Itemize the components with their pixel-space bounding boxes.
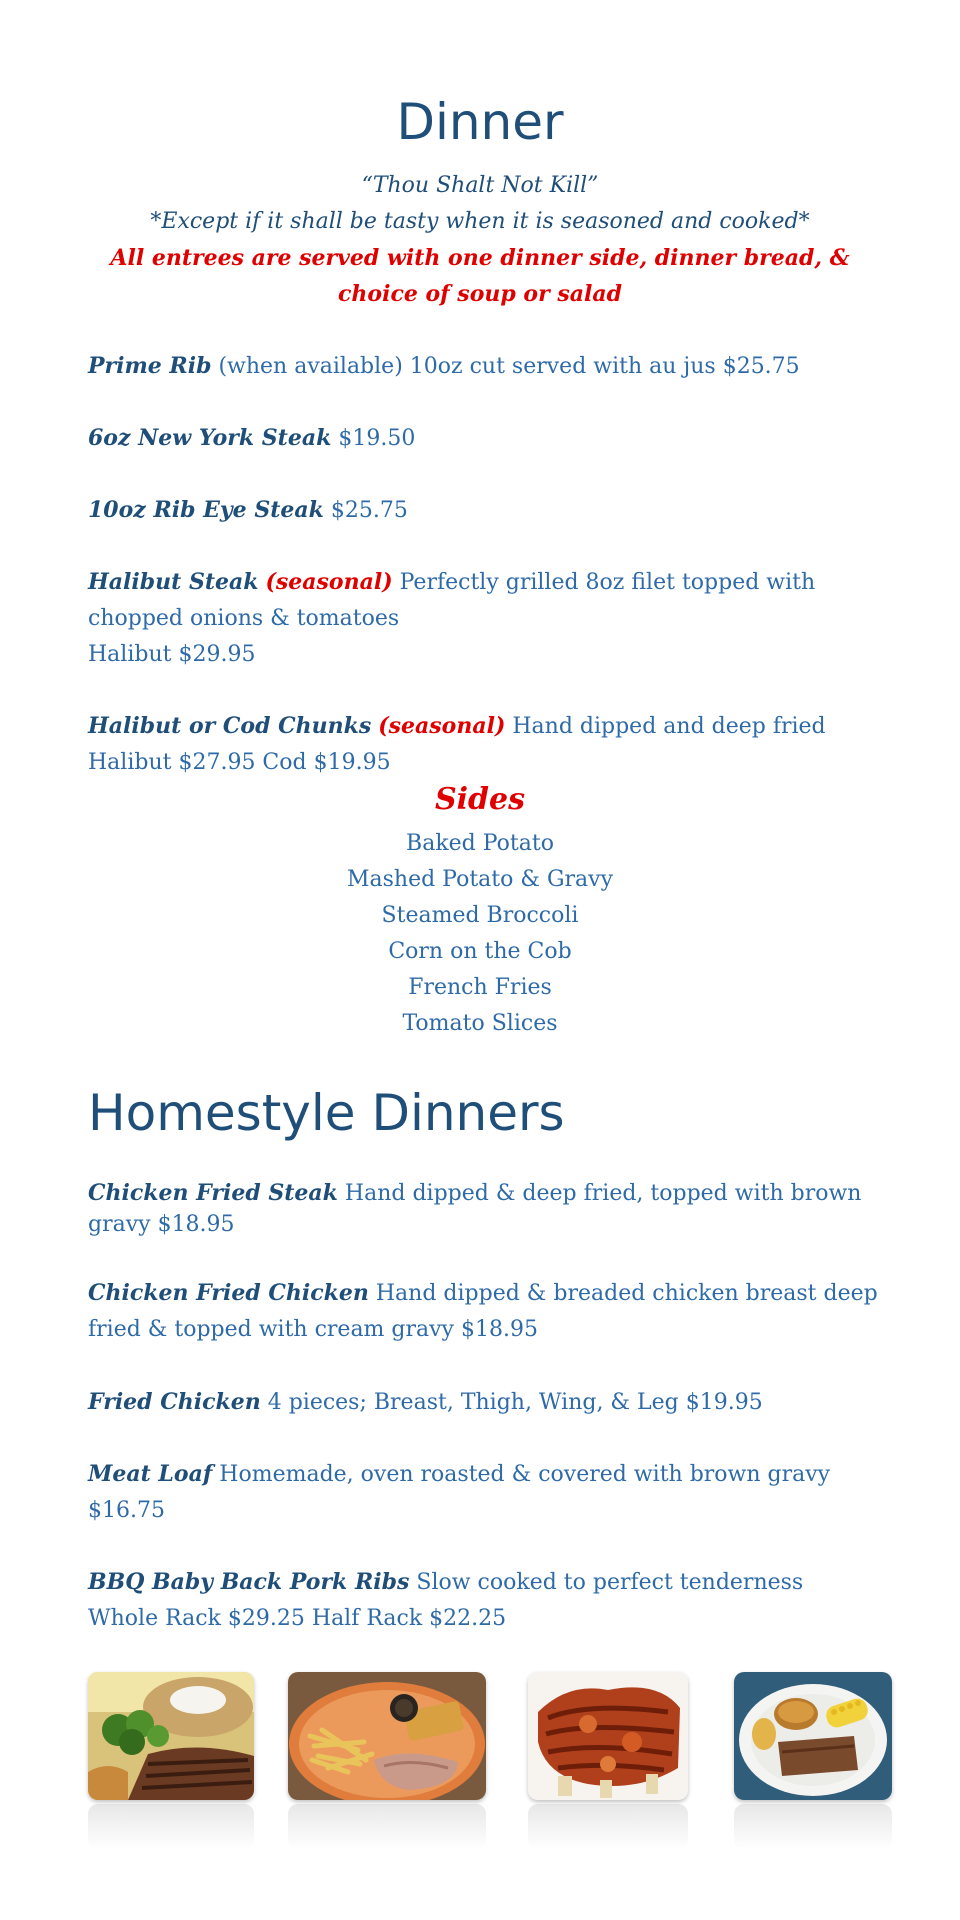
dinner-heading: Dinner — [396, 93, 564, 151]
dinner-item-new-york-steak — [88, 420, 888, 457]
item-description: Perfectly grilled 8oz filet topped with chopped onions & tomatoes — [88, 570, 816, 631]
item-name: Halibut or Cod Chunks — [88, 713, 372, 739]
dinner-item-halibut-steak — [88, 564, 888, 673]
meat-loaf-corn-photo — [734, 1672, 892, 1800]
seasonal-tag: (seasonal) — [265, 569, 393, 595]
photo-reflection — [88, 1804, 254, 1850]
photo-reflection — [734, 1804, 892, 1850]
side-item: Tomato Slices — [402, 1011, 558, 1036]
served-with-note-line2: choice of soup or salad — [338, 281, 622, 307]
food-photo-strip — [88, 1672, 888, 1852]
bbq-ribs-photo — [528, 1672, 688, 1800]
steak-potato-broccoli-photo — [88, 1672, 254, 1800]
item-description: (when available) 10oz cut served with au jus $25.75 — [211, 354, 800, 379]
dinner-intro — [0, 168, 960, 312]
photo-reflection — [528, 1804, 688, 1850]
side-item: Mashed Potato & Gravy — [346, 867, 614, 892]
side-item: Steamed Broccoli — [381, 903, 579, 928]
photo-reflection — [288, 1804, 486, 1850]
item-description: Homemade, oven roasted & covered with brown gravy $16.75 — [88, 1462, 831, 1523]
homestyle-item-chicken-fried-chicken — [88, 1275, 888, 1348]
item-name: Fried Chicken — [88, 1389, 261, 1415]
item-description: Hand dipped & breaded chicken breast deep fried & topped with cream gravy $18.95 — [88, 1281, 878, 1342]
item-name: Chicken Fried Steak — [88, 1180, 338, 1206]
item-description: $25.75 — [323, 498, 408, 523]
item-price-line: Halibut $27.95 Cod $19.95 — [88, 750, 391, 775]
item-price-line: Whole Rack $29.25 Half Rack $22.25 — [88, 1606, 507, 1631]
side-item: Baked Potato — [406, 831, 554, 856]
homestyle-item-bbq-ribs — [88, 1564, 888, 1637]
homestyle-item-meat-loaf — [88, 1456, 888, 1529]
dinner-quote: “Thou Shalt Not Kill” — [361, 173, 599, 198]
item-price-line: Halibut $29.95 — [88, 642, 256, 667]
item-name: Prime Rib — [88, 353, 212, 379]
item-name: BBQ Baby Back Pork Ribs — [88, 1569, 410, 1595]
dinner-item-rib-eye-steak — [88, 492, 888, 529]
item-name: 10oz Rib Eye Steak — [88, 497, 324, 523]
item-name: Halibut Steak — [88, 569, 259, 595]
homestyle-item-fried-chicken — [88, 1384, 888, 1421]
prime-rib-fries-photo — [288, 1672, 486, 1800]
dinner-quote-exception: *Except if it shall be tasty when it is seasoned and cooked* — [150, 209, 810, 234]
item-description: Slow cooked to perfect tenderness — [409, 1570, 804, 1595]
item-name: Meat Loaf — [88, 1461, 213, 1487]
sides-list — [0, 826, 960, 1042]
dinner-item-halibut-cod-chunks — [88, 708, 888, 781]
item-description: 4 pieces; Breast, Thigh, Wing, & Leg $19.95 — [260, 1390, 763, 1415]
homestyle-heading: Homestyle Dinners — [88, 1084, 565, 1142]
side-item: Corn on the Cob — [388, 939, 572, 964]
item-description: Hand dipped & deep fried, topped with brown gravy $18.95 — [88, 1181, 862, 1237]
item-name: Chicken Fried Chicken — [88, 1280, 369, 1306]
sides-heading: Sides — [434, 782, 525, 817]
seasonal-tag: (seasonal) — [378, 713, 506, 739]
item-description: Hand dipped and deep fried — [505, 714, 826, 739]
item-description: $19.50 — [331, 426, 416, 451]
homestyle-item-chicken-fried-steak — [88, 1178, 888, 1240]
dinner-item-prime-rib — [88, 348, 888, 385]
served-with-note-line1: All entrees are served with one dinner side, dinner bread, & — [110, 245, 850, 271]
side-item: French Fries — [408, 975, 552, 1000]
item-name: 6oz New York Steak — [88, 425, 332, 451]
